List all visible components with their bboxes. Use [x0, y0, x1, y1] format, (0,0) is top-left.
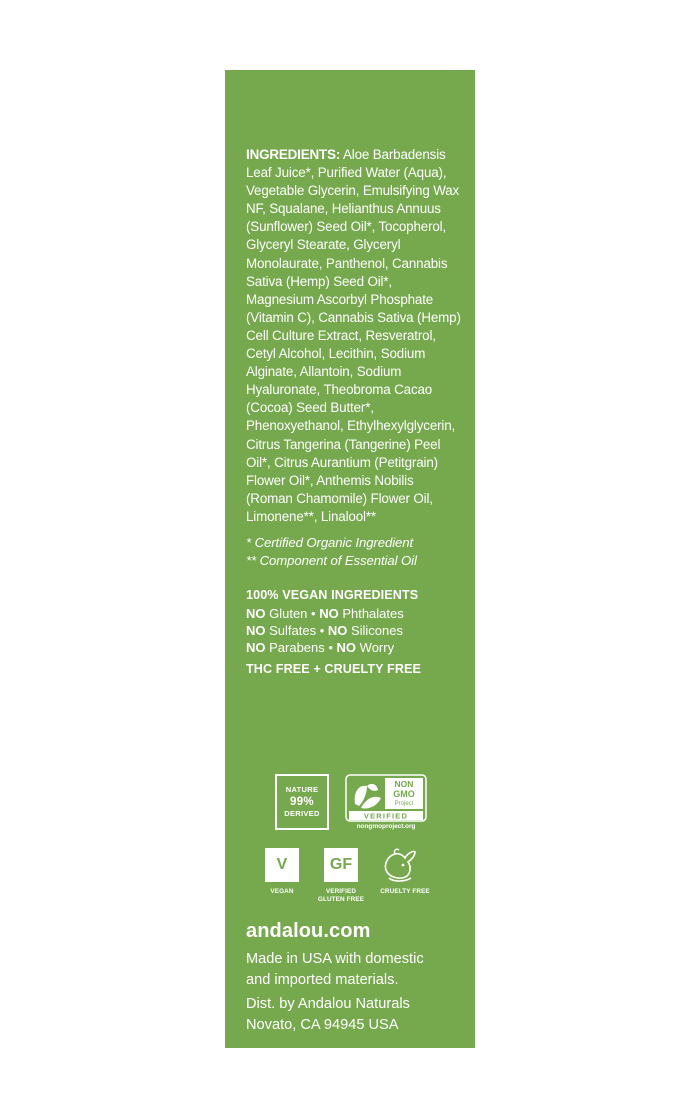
- distributor-text: Dist. by Andalou Naturals Novato, CA 94945 USA: [246, 996, 410, 1033]
- nongmo-text-gmo: GMO: [393, 789, 415, 799]
- organic-note: * Certified Organic Ingredient: [246, 534, 414, 550]
- thc-cruelty-claim: THC FREE + CRUELTY FREE: [246, 661, 422, 676]
- certification-badges-row: [275, 774, 445, 834]
- ingredients-list: [246, 146, 462, 526]
- website-link[interactable]: andalou.com: [246, 920, 371, 942]
- nongmo-site: nongmoproject.org: [356, 823, 416, 830]
- nongmo-text-verified: VERIFIED: [363, 811, 409, 821]
- free-from-list: [246, 605, 462, 656]
- ingredient-notes: [246, 534, 462, 571]
- essential-oil-note: ** Component of Essential Oil: [246, 553, 417, 569]
- footer: [246, 920, 471, 1036]
- vegan-badge: V: [265, 848, 299, 882]
- vegan-claim: 100% VEGAN INGREDIENTS: [246, 587, 419, 602]
- cruelty-free-bunny-icon: [381, 846, 419, 884]
- made-in-usa-text: Made in USA with domestic and imported materials.: [246, 951, 424, 988]
- non-gmo-butterfly-icon: [345, 774, 427, 824]
- nongmo-text-project: Project: [394, 801, 414, 807]
- ingredients-label: INGREDIENTS:: [246, 147, 341, 162]
- free-from-line: NO Gluten • NO Phthalates: [246, 605, 404, 621]
- ingredients-section: [246, 146, 462, 676]
- ingredients-text: Aloe Barbadensis Leaf Juice*, Purified Water (Aqua), Vegetable Glycerin, Emulsifying Wax NF, Squalane, Helianthus Annuus (Sunflower) Seed Oil*, Tocopherol, Glyceryl Stearate, Glyceryl Monolaurate, Panthenol, Cannabis Sativa (Hemp) Seed Oil*, Magnesium Ascorbyl Phosphate (Vitamin C), Cannabis Sativa (Hemp) Cell Culture Extract, Resveratrol, Cetyl Alcohol, Lecithin, Sodium Alginate, Allantoin, Sodium Hyaluronate, Theobroma Cacao (Cocoa) Seed Butter*, Phenoxyethanol, Ethylhexylglycerin, Citrus Tangerina (Tangerine) Peel Oil*, Citrus Aurantium (Petitgrain) Flower Oil*, Anthemis Nobilis (Roman Chamomile) Flower Oil, Limonene**, Linalool**: [246, 147, 461, 524]
- lifestyle-badges-row: [265, 848, 455, 906]
- free-from-line: NO Parabens • NO Worry: [246, 639, 395, 655]
- gluten-free-caption: VERIFIED GLUTEN FREE: [317, 888, 365, 903]
- gluten-free-badge: GF: [324, 848, 358, 882]
- cruelty-free-caption: CRUELTY FREE: [380, 888, 430, 895]
- nongmo-text-non: NON: [394, 779, 414, 789]
- vegan-caption: VEGAN: [270, 888, 294, 895]
- product-label-panel: [225, 70, 475, 1048]
- nature-derived-badge: NATURE 99% DERIVED: [275, 774, 329, 830]
- non-gmo-verified-badge: [345, 774, 430, 834]
- free-from-line: NO Sulfates • NO Silicones: [246, 622, 403, 638]
